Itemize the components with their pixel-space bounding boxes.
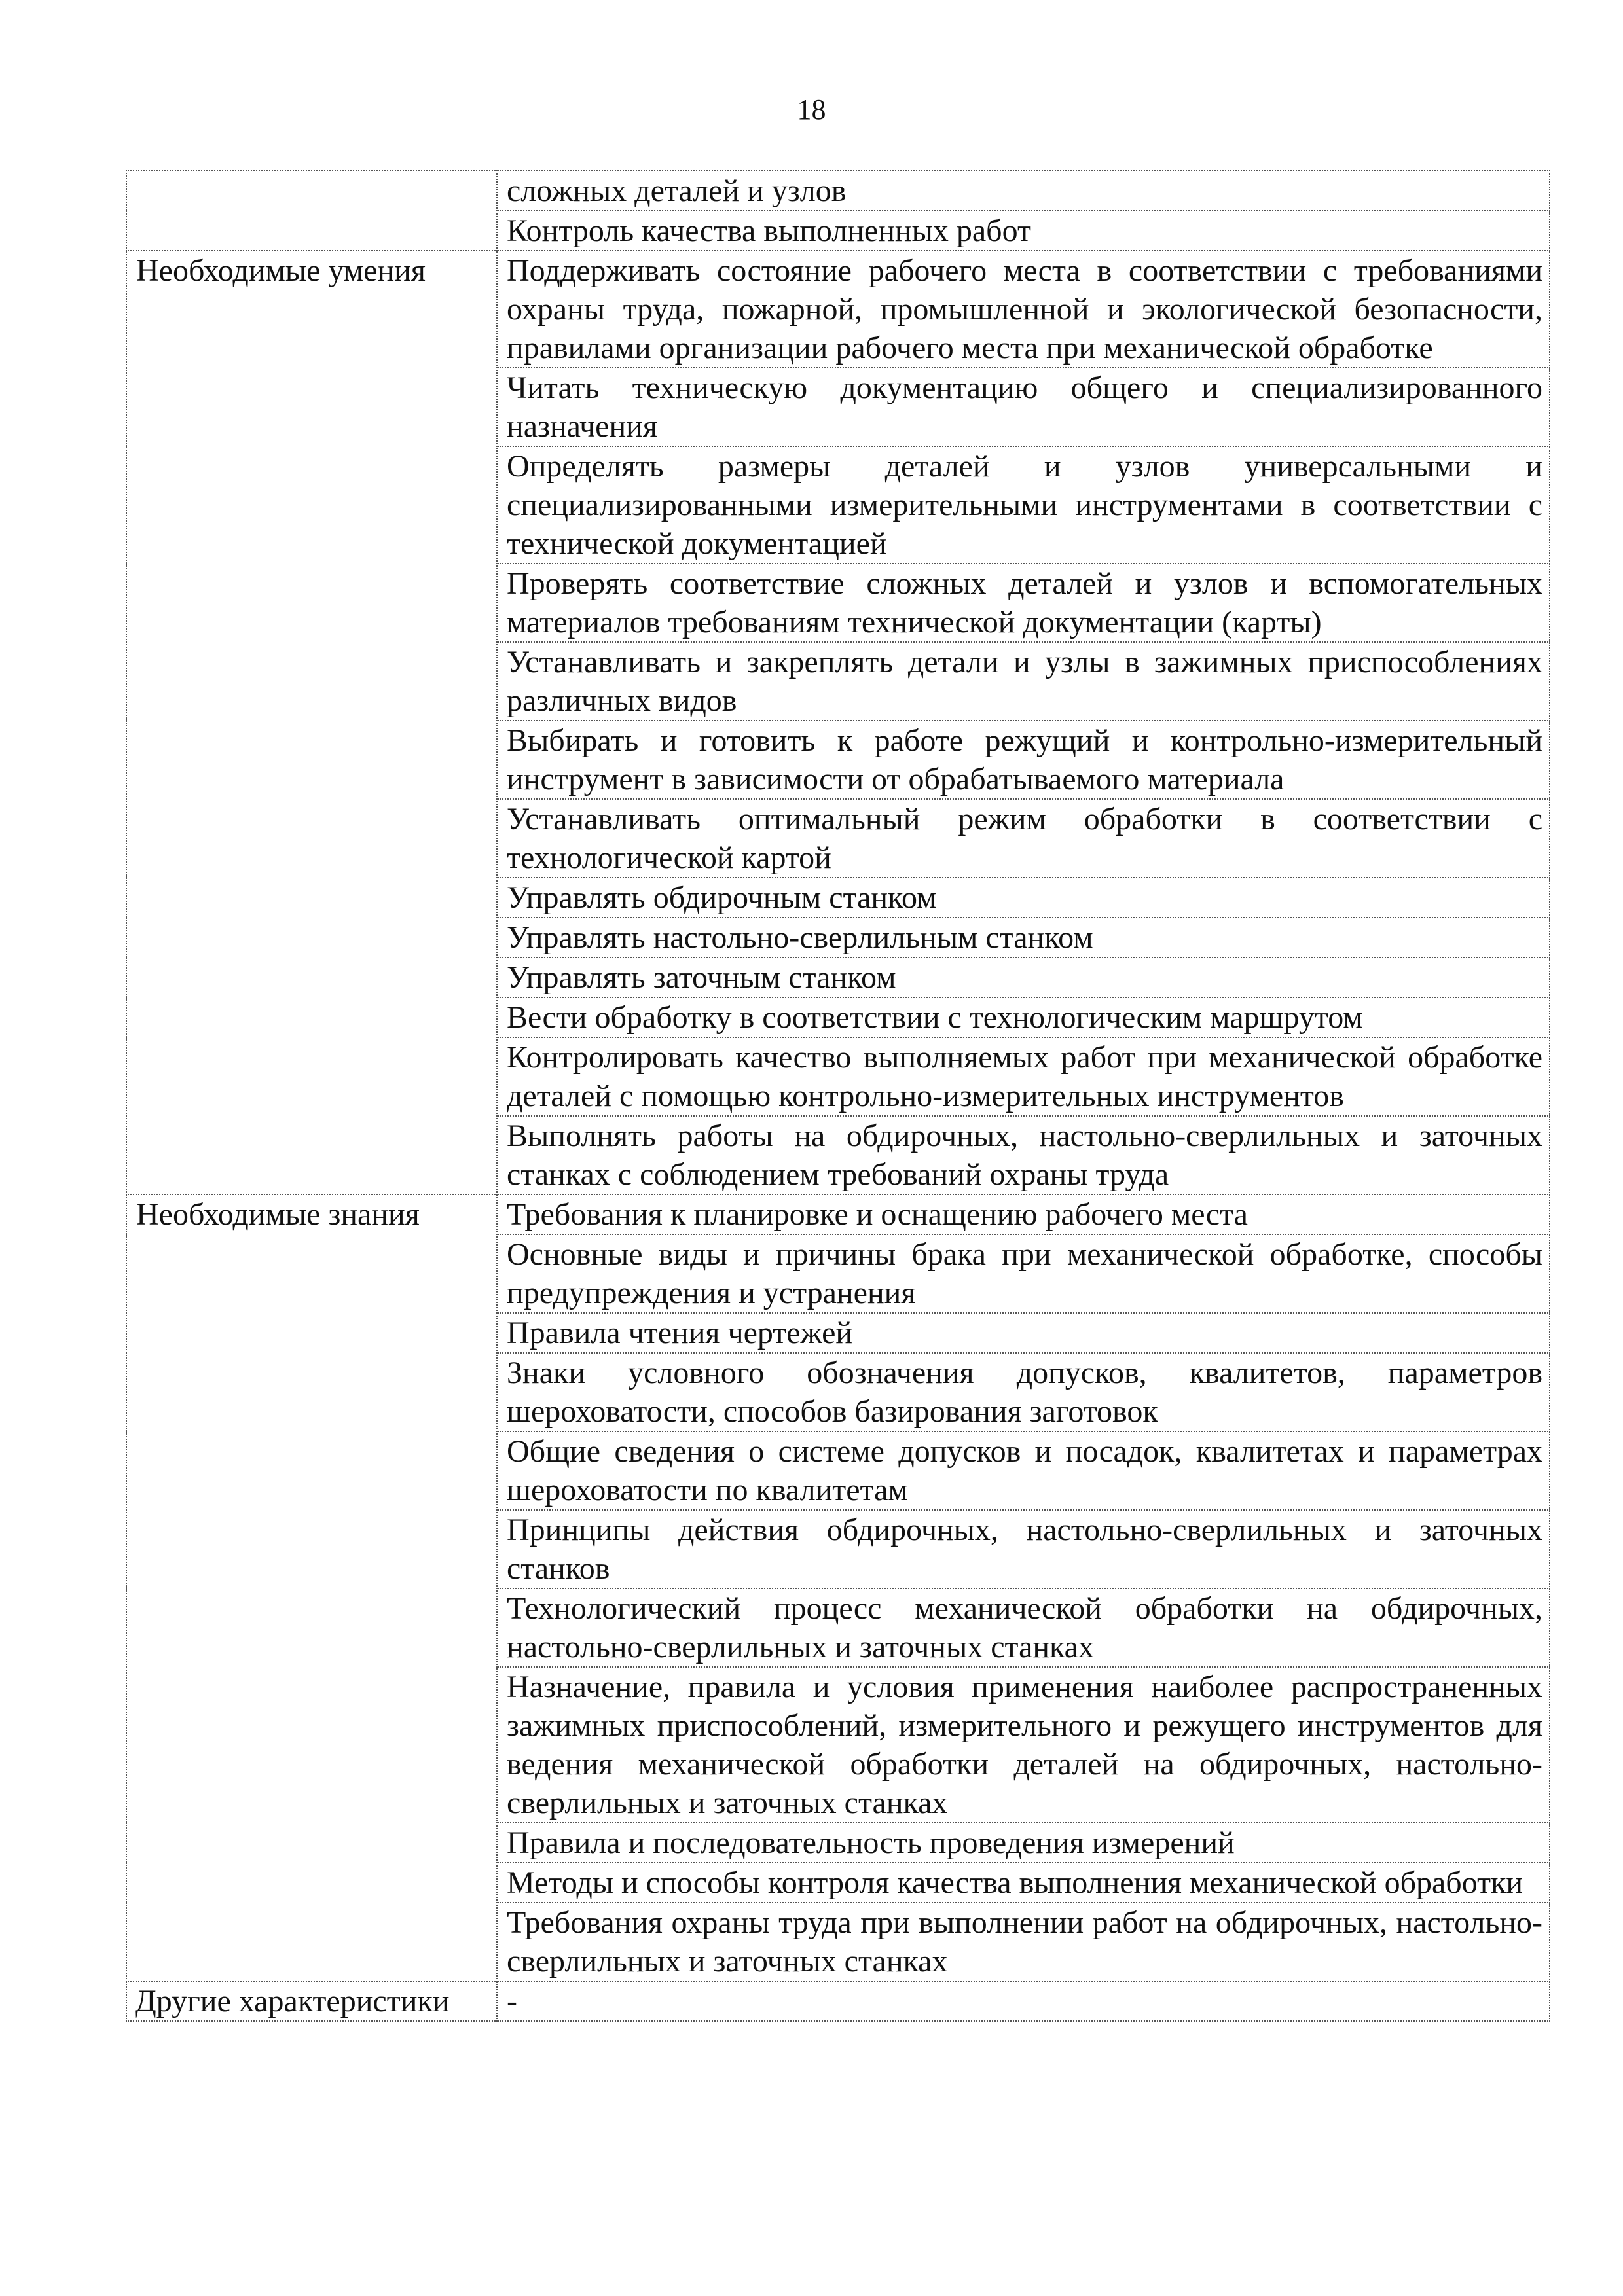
table-cell-text: Знаки условного обозначения допусков, квалитетов, параметров шероховатости, способов базирования заготовок: [497, 1353, 1550, 1431]
table-cell-text: Читать техническую документацию общего и специализированного назначения: [497, 368, 1550, 446]
table-cell-text: Требования охраны труда при выполнении работ на обдирочных, настольно-сверлильных и заточных станках: [497, 1903, 1550, 1981]
table-cell-text: Принципы действия обдирочных, настольно-сверлильных и заточных станков: [497, 1510, 1550, 1588]
table-cell-text: сложных деталей и узлов: [497, 171, 1550, 211]
table-row: [126, 171, 1550, 211]
table-cell-text: Общие сведения о системе допусков и посадок, квалитетах и параметрах шероховатости по квалитетам: [497, 1431, 1550, 1510]
table-cell-text: -: [497, 1981, 1550, 2021]
table-cell-text: Правила и последовательность проведения измерений: [497, 1823, 1550, 1863]
table-cell-text: Правила чтения чертежей: [497, 1313, 1550, 1353]
table-cell-text: Технологический процесс механической обработки на обдирочных, настольно-сверлильных и заточных станках: [497, 1588, 1550, 1667]
table-cell-text: Проверять соответствие сложных деталей и узлов и вспомогательных материалов требованиям технической документации (карты): [497, 564, 1550, 642]
table-row: [126, 1981, 1550, 2021]
table-cell-text: Назначение, правила и условия применения наиболее распространенных зажимных приспособлений, измерительного и режущего инструментов для ведения механической обработки деталей на обдирочных, настольно-сверлильных и заточных станках: [497, 1667, 1550, 1823]
table-cell-text: Вести обработку в соответствии с технологическим маршрутом: [497, 997, 1550, 1037]
requirements-table: [126, 170, 1550, 2022]
table-cell-text: Выбирать и готовить к работе режущий и контрольно-измерительный инструмент в зависимости от обрабатываемого материала: [497, 721, 1550, 799]
table-cell-text: Устанавливать и закреплять детали и узлы в зажимных приспособлениях различных видов: [497, 642, 1550, 721]
table-cell-text: Устанавливать оптимальный режим обработки в соответствии с технологической картой: [497, 799, 1550, 878]
table-cell-text: Основные виды и причины брака при механической обработке, способы предупреждения и устранения: [497, 1234, 1550, 1313]
row-label-other: Другие характеристики: [126, 1981, 497, 2021]
row-label-knowledge: Необходимые знания: [126, 1194, 497, 1981]
page-number: 18: [797, 94, 826, 126]
table-row: [126, 1194, 1550, 1234]
table-cell-text: Управлять обдирочным станком: [497, 878, 1550, 918]
table-cell-text: Контроль качества выполненных работ: [497, 211, 1550, 251]
table-cell-text: Поддерживать состояние рабочего места в соответствии с требованиями охраны труда, пожарной, промышленной и экологической безопасности, правилами организации рабочего места при механической обработке: [497, 251, 1550, 368]
table-cell-text: Управлять настольно-сверлильным станком: [497, 918, 1550, 958]
table-cell-text: Контролировать качество выполняемых работ при механической обработке деталей с помощью контрольно-измерительных инструментов: [497, 1037, 1550, 1116]
table-cell-text: Требования к планировке и оснащению рабочего места: [497, 1194, 1550, 1234]
row-label-skills: Необходимые умения: [126, 251, 497, 1194]
table-cell-text: Управлять заточным станком: [497, 958, 1550, 997]
table-row: [126, 251, 1550, 368]
table-cell-text: Методы и способы контроля качества выполнения механической обработки: [497, 1863, 1550, 1903]
table-cell-text: Определять размеры деталей и узлов универсальными и специализированными измерительными инструментами в соответствии с технической документацией: [497, 446, 1550, 564]
table-cell-text: Выполнять работы на обдирочных, настольно-сверлильных и заточных станках с соблюдением требований охраны труда: [497, 1116, 1550, 1194]
row-label-empty: [126, 171, 497, 251]
